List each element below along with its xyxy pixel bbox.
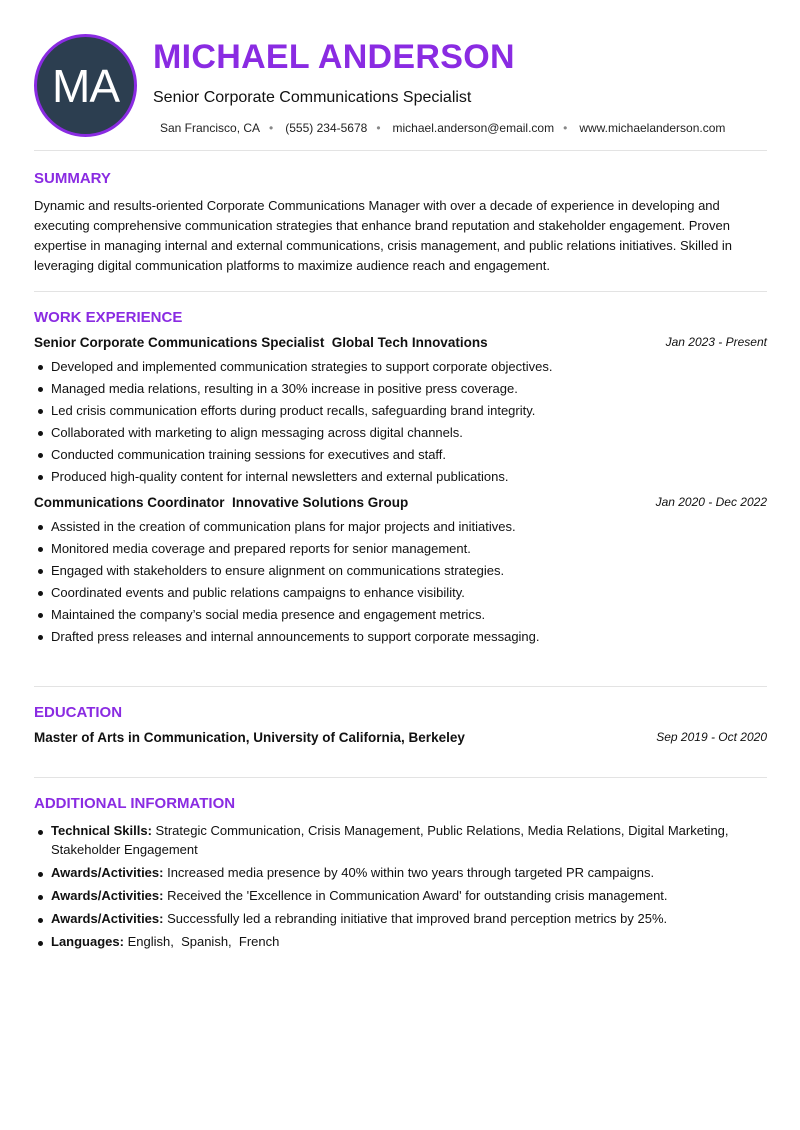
section-heading: EDUCATION [34, 704, 123, 721]
additional-item [34, 932, 767, 951]
bullet-item: Maintained the company’s social media presence and engagement metrics. [34, 604, 767, 626]
bullet-item: Conducted communication training sessions for executives and staff. [34, 444, 767, 466]
job-entry [34, 335, 767, 488]
bullet-item: Monitored media coverage and prepared reports for senior management. [34, 538, 767, 560]
job-date: Jan 2023 - Present [665, 335, 767, 349]
additional-item [34, 821, 767, 859]
job-title: Senior Corporate Communications Specialist [153, 89, 472, 106]
experience-section [34, 309, 767, 648]
summary-section [34, 170, 767, 276]
bullet-item: Engaged with stakeholders to ensure alignment on communications strategies. [34, 560, 767, 582]
section-heading: ADDITIONAL INFORMATION [34, 795, 236, 812]
divider [34, 291, 767, 292]
job-date: Jan 2020 - Dec 2022 [655, 495, 767, 509]
bullet-item: Drafted press releases and internal announcements to support corporate messaging. [34, 626, 767, 648]
education-entry [34, 730, 767, 745]
item-label: Technical Skills: [51, 823, 152, 838]
bullet-item: Produced high-quality content for internal newsletters and external publications. [34, 466, 767, 488]
job-role: Senior Corporate Communications Specialist Global Tech Innovations [34, 335, 488, 350]
degree: Master of Arts in Communication, University of California, Berkeley [34, 730, 465, 745]
section-heading: SUMMARY [34, 170, 111, 187]
bullet-item: Led crisis communication efforts during product recalls, safeguarding brand integrity. [34, 400, 767, 422]
job-bullets [34, 516, 767, 648]
bullet-item: Coordinated events and public relations campaigns to enhance visibility. [34, 582, 767, 604]
education-date: Sep 2019 - Oct 2020 [656, 730, 767, 744]
contact-email[interactable]: michael.anderson@email.com [392, 121, 555, 135]
additional-item [34, 909, 767, 928]
job-header [34, 495, 767, 510]
divider [34, 777, 767, 778]
bullet-item: Managed media relations, resulting in a 30% increase in positive press coverage. [34, 378, 767, 400]
candidate-name: MICHAEL ANDERSON [153, 38, 515, 76]
item-label: Awards/Activities: [51, 888, 164, 903]
additional-section [34, 795, 767, 955]
contact-info [160, 121, 725, 135]
additional-item [34, 886, 767, 905]
additional-item [34, 863, 767, 882]
separator-dot: • [376, 121, 381, 135]
item-label: Awards/Activities: [51, 911, 164, 926]
item-label: Languages: [51, 934, 124, 949]
section-heading: WORK EXPERIENCE [34, 309, 183, 326]
contact-phone: (555) 234-5678 [285, 121, 368, 135]
item-label: Awards/Activities: [51, 865, 164, 880]
item-text: Strategic Communication, Crisis Management, Public Relations, Media Relations, Digital Marketing, Stakeholder Engagement [51, 823, 733, 857]
item-text: English, Spanish, French [127, 934, 280, 949]
education-section [34, 704, 767, 751]
summary-text: Dynamic and results-oriented Corporate Communications Manager with over a decade of experience in developing and executing comprehensive communication strategies that enhance brand reputation and stakeholder engagement. Proven expertise in managing internal and external communications, crisis management, and public relations initiatives. Skilled in leveraging digital communication platforms to maximize audience reach and engagement. [34, 198, 733, 273]
avatar [34, 34, 137, 137]
item-text: Increased media presence by 40% within two years through targeted PR campaigns. [167, 865, 655, 880]
bullet-item: Collaborated with marketing to align messaging across digital channels. [34, 422, 767, 444]
job-bullets [34, 356, 767, 488]
separator-dot: • [269, 121, 274, 135]
divider [34, 686, 767, 687]
job-role: Communications Coordinator Innovative Solutions Group [34, 495, 409, 510]
contact-location: San Francisco, CA [160, 121, 261, 135]
item-text: Received the 'Excellence in Communication Award' for outstanding crisis management. [167, 888, 668, 903]
contact-website[interactable]: www.michaelanderson.com [579, 121, 726, 135]
bullet-item: Assisted in the creation of communication plans for major projects and initiatives. [34, 516, 767, 538]
bullet-item: Developed and implemented communication strategies to support corporate objectives. [34, 356, 767, 378]
job-entry [34, 495, 767, 648]
job-header [34, 335, 767, 350]
item-text: Successfully led a rebranding initiative that improved brand perception metrics by 25%. [167, 911, 668, 926]
separator-dot: • [563, 121, 568, 135]
avatar-initials: MA [52, 59, 119, 112]
divider [34, 150, 767, 151]
